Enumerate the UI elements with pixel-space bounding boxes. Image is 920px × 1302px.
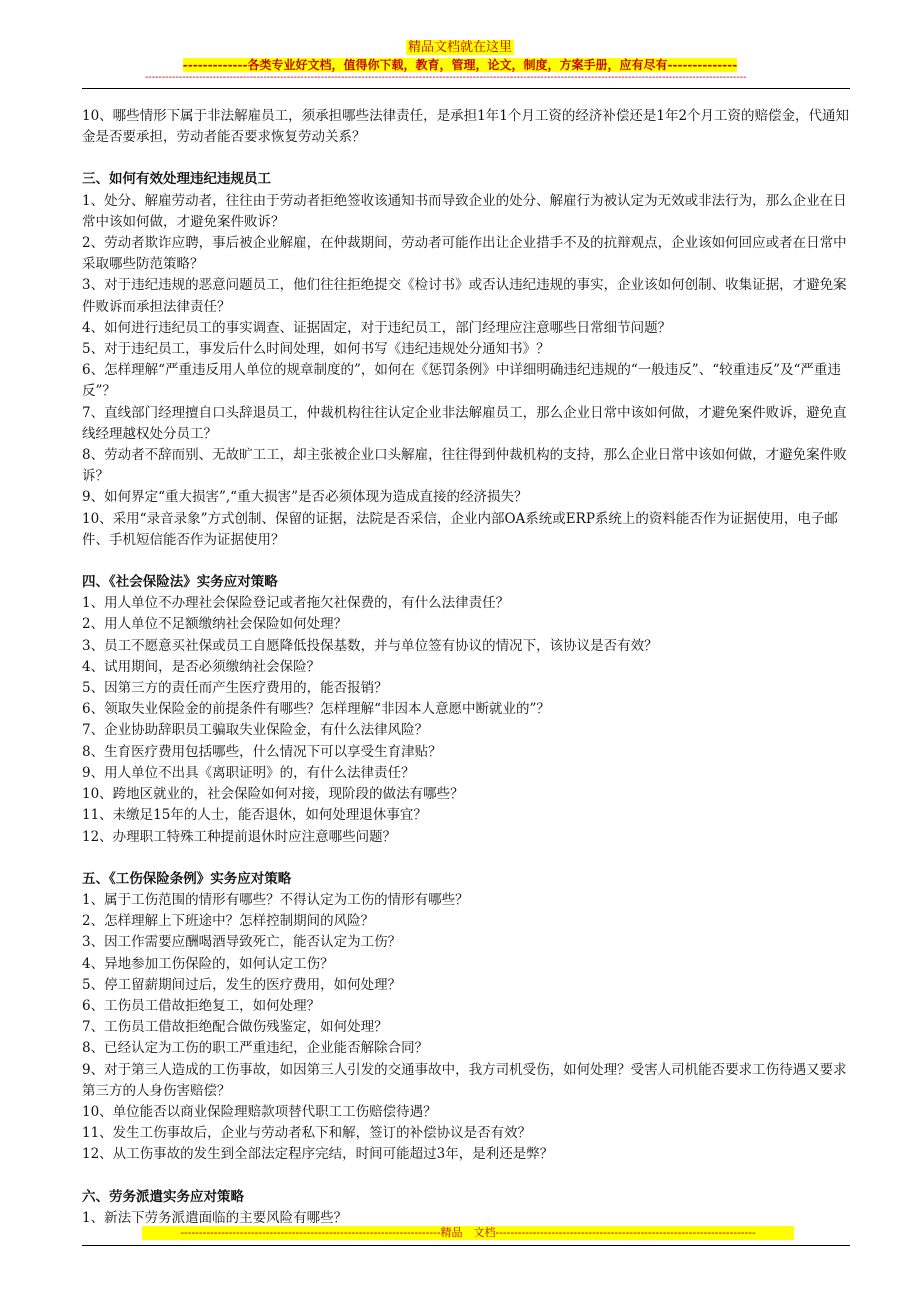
intro-item: 10、哪些情形下属于非法解雇员工，须承担哪些法律责任，是承担1年1个月工资的经济补偿还是1年2个月工资的赔偿金，代通知金是否要承担，劳动者能否要求恢复劳动关系？ [82, 108, 850, 146]
list-item: 4、如何进行违纪员工的事实调查、证据固定，对于违纪员工，部门经理应注意哪些日常细节问题？ [82, 319, 672, 336]
footer-banner: ----------------------------------------------------------------------精品 文档---------------------------------------------------------------------- [142, 1226, 794, 1240]
list-item: 9、如何界定“重大损害”,“重大损害”是否必须体现为造成直接的经济损失？ [82, 489, 528, 506]
section3-title: 三、如何有效处理违纪违规员工 [82, 171, 271, 188]
list-item: 7、工伤员工借故拒绝配合做伤残鉴定，如何处理？ [82, 1019, 388, 1036]
list-item: 1、用人单位不办理社会保险登记或者拖欠社保费的，有什么法律责任？ [82, 595, 510, 612]
list-item: 5、停工留薪期间过后，发生的医疗费用，如何处理？ [82, 976, 402, 993]
list-item: 5、对于违纪员工，事发后什么时间处理，如何书写《违纪违规处分通知书》？ [82, 341, 550, 358]
list-item: 7、直线部门经理擅自口头辞退员工，仲裁机构往往认定企业非法解雇员工，那么企业日常中该如何做，才避免案件败诉，避免直线经理越权处分员工？ [82, 404, 847, 442]
list-item: 2、用人单位不足额缴纳社会保险如何处理？ [82, 616, 348, 633]
section4-list [82, 593, 852, 847]
document-body [82, 106, 852, 1229]
section3-list [82, 191, 852, 551]
list-item: 8、劳动者不辞而别、无故旷工工，却主张被企业口头解雇，往往得到仲裁机构的支持，那么企业日常中该如何做，才避免案件败诉？ [82, 447, 847, 485]
list-item: 4、试用期间，是否必须缴纳社会保险？ [82, 658, 321, 675]
list-item: 2、怎样理解上下班途中？怎样控制期间的风险？ [82, 913, 375, 930]
list-item: 9、用人单位不出具《离职证明》的，有什么法律责任？ [82, 764, 415, 781]
list-item: 1、新法下劳务派遣面临的主要风险有哪些？ [82, 1209, 348, 1226]
list-item: 2、劳动者欺诈应聘，事后被企业解雇，在仲裁期间，劳动者可能作出让企业措手不及的抗辩观点，企业该如何回应或者在日常中采取哪些防范策略？ [82, 235, 847, 273]
list-item: 1、处分、解雇劳动者，往往由于劳动者拒绝签收该通知书而导致企业的处分、解雇行为被认定为无效或非法行为，那么企业在日常中该如何做，才避免案件败诉？ [82, 192, 847, 230]
header-title: 精品文档就在这里 [407, 40, 512, 55]
header-dashes: ---------------------------------------------------------------------------------------------------------------------------------------------------------------------------------- [145, 72, 747, 83]
footer-rule [82, 1245, 850, 1246]
list-item: 6、怎样理解“严重违反用人单位的规章制度的”，如何在《惩罚条例》中详细明确违纪违规的“一般违反”、“较重违反”及“严重违反”？ [82, 362, 841, 400]
list-item: 12、从工伤事故的发生到全部法定程序完结，时间可能超过3年，是利还是弊？ [82, 1146, 554, 1163]
section5-list [82, 890, 852, 1166]
list-item: 10、单位能否以商业保险理赔款项替代职工工伤赔偿待遇？ [82, 1103, 437, 1120]
section5-title: 五、《工伤保险条例》实务应对策略 [82, 870, 292, 887]
header-subtitle: -------------各类专业好文档，值得你下载，教育，管理，论文，制度，方案手册，应有尽有-------------- [182, 58, 738, 72]
list-item: 8、已经认定为工伤的职工严重违纪，企业能否解除合同？ [82, 1040, 429, 1057]
list-item: 7、企业协助辞职员工骗取失业保险金，有什么法律风险？ [82, 722, 429, 739]
list-item: 12、办理职工特殊工种提前退休时应注意哪些问题？ [82, 828, 397, 845]
section4-title: 四、《社会保险法》实务应对策略 [82, 574, 278, 591]
list-item: 8、生育医疗费用包括哪些，什么情况下可以享受生育津贴？ [82, 743, 442, 760]
list-item: 6、工伤员工借故拒绝复工，如何处理？ [82, 997, 321, 1014]
list-item: 3、对于违纪违规的恶意问题员工，他们往往拒绝提交《检讨书》或否认违纪违规的事实，企业该如何创制、收集证据，才避免案件败诉而承担法律责任？ [82, 277, 847, 315]
list-item: 9、对于第三人造成的工伤事故，如因第三人引发的交通事故中，我方司机受伤，如何处理？受害人司机能否要求工伤待遇又要求第三方的人身伤害赔偿？ [82, 1061, 847, 1099]
section6-title: 六、劳务派遣实务应对策略 [82, 1188, 244, 1205]
list-item: 11、发生工伤事故后，企业与劳动者私下和解，签订的补偿协议是否有效？ [82, 1125, 532, 1142]
list-item: 1、属于工伤范围的情形有哪些？不得认定为工伤的情形有哪些？ [82, 891, 469, 908]
list-item: 5、因第三方的责任而产生医疗费用的，能否报销？ [82, 680, 388, 697]
header-rule [82, 88, 850, 89]
list-item: 4、异地参加工伤保险的，如何认定工伤？ [82, 955, 334, 972]
list-item: 10、采用“录音录象”方式创制、保留的证据，法院是否采信，企业内部OA系统或ERP系统上的资料能否作为证据使用，电子邮件、手机短信能否作为证据使用？ [82, 510, 838, 548]
list-item: 3、员工不愿意买社保或员工自愿降低投保基数，并与单位签有协议的情况下，该协议是否有效？ [82, 637, 658, 654]
list-item: 10、跨地区就业的，社会保险如何对接，现阶段的做法有哪些？ [82, 786, 464, 803]
list-item: 11、未缴足15年的人士，能否退休，如何处理退休事宜？ [82, 807, 427, 824]
list-item: 6、领取失业保险金的前提条件有哪些？怎样理解“非因本人意愿中断就业的”？ [82, 701, 550, 718]
list-item: 3、因工作需要应酬喝酒导致死亡，能否认定为工伤？ [82, 934, 402, 951]
